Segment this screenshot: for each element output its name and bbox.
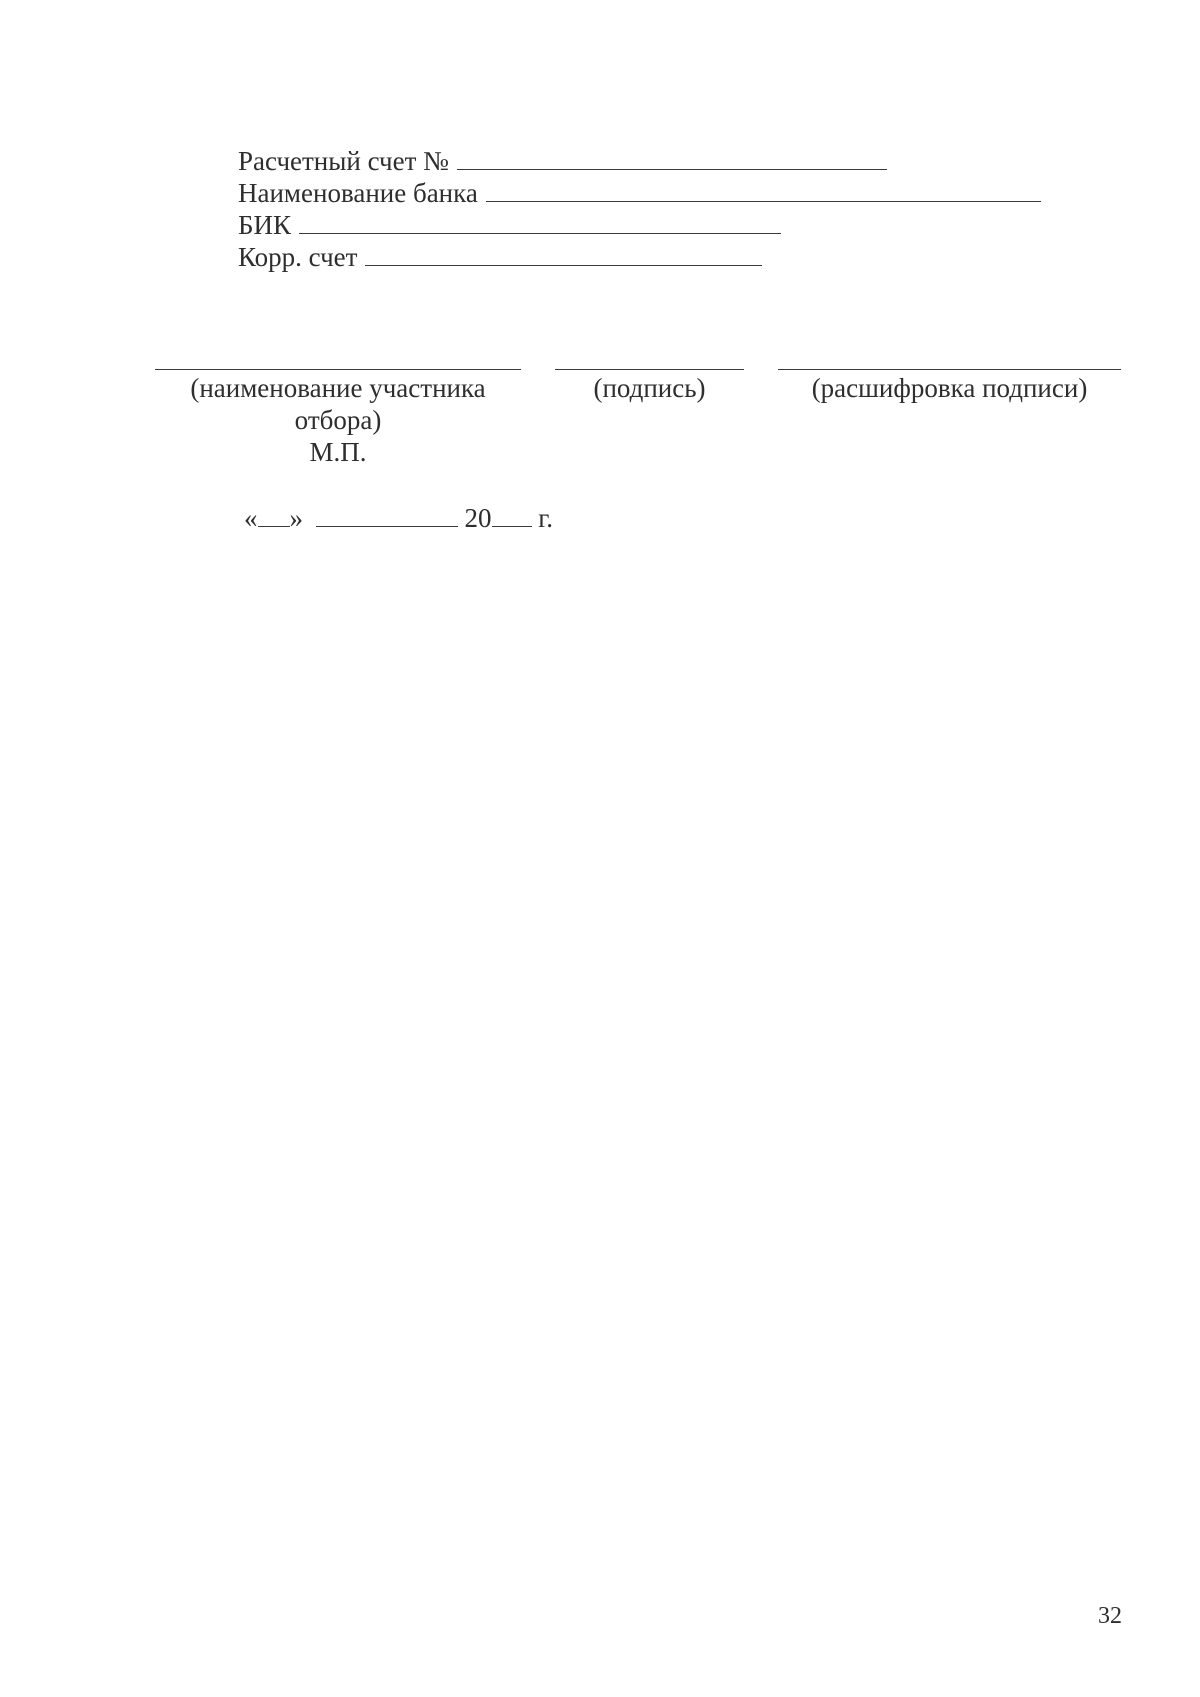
bank-name-blank (486, 177, 1041, 202)
corr-account-label: Корр. счет (238, 242, 358, 272)
account-blank (457, 145, 887, 170)
bank-name-row (238, 177, 1041, 209)
account-label: Расчетный счет № (238, 146, 449, 176)
date-line (244, 502, 553, 534)
signature-caption: (подпись) (593, 373, 706, 403)
participant-name-line (155, 369, 521, 370)
bik-row (238, 209, 781, 241)
year-suffix: г. (538, 503, 554, 533)
participant-name-caption: (наименование участника (190, 373, 486, 403)
month-blank (316, 502, 458, 527)
stamp-label: М.П. (309, 437, 367, 467)
day-blank (258, 502, 290, 527)
page-number: 32 (1098, 1603, 1122, 1629)
signature-line (555, 369, 744, 370)
bik-label: БИК (238, 210, 292, 240)
year-blank (492, 502, 532, 527)
participant-name-caption-cont: отбора) (294, 405, 382, 435)
bank-name-label: Наименование банка (238, 178, 478, 208)
year-prefix: 20 (464, 503, 492, 533)
account-row (238, 145, 887, 177)
bik-blank (299, 209, 781, 234)
date-open-quote: « (244, 503, 258, 533)
corr-account-row (238, 241, 762, 273)
date-close-quote: » (289, 503, 303, 533)
signature-decode-caption: (расшифровка подписи) (811, 373, 1088, 403)
signature-decode-line (778, 369, 1121, 370)
corr-account-blank (365, 241, 762, 266)
